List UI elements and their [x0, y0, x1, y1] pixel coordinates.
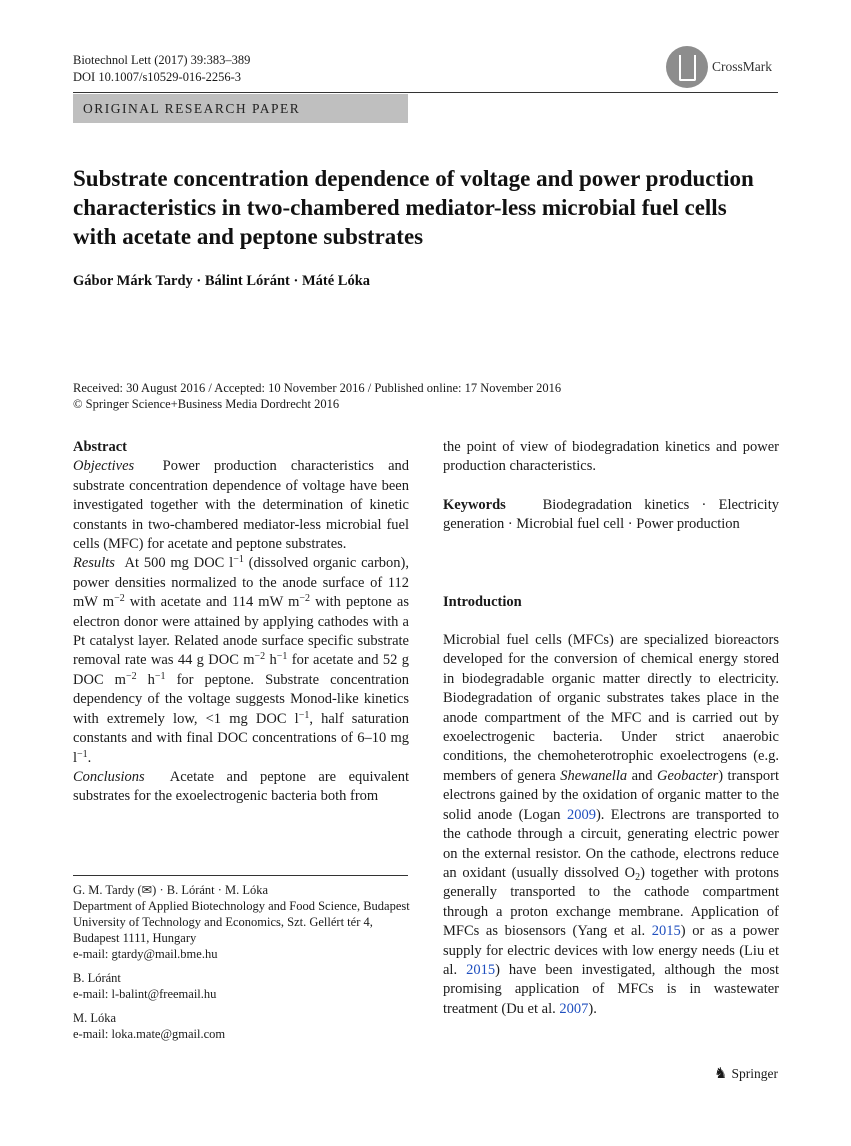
journal-line: Biotechnol Lett (2017) 39:383–389 — [73, 53, 251, 67]
superscript: −2 — [299, 593, 310, 605]
objectives-text: Power production characteristics and substrate concentration dependence of voltage have been investigated together with the determination of kinetic constants in two-chambered mediator-less microbial fuel cells (MFC) for acetate and peptone substrates. — [73, 458, 410, 553]
affiliations — [73, 882, 413, 1042]
conclusions-label: Conclusions — [73, 768, 145, 785]
abstract-continuation: the point of view of biodegradation kinetics and power production characteristics. — [443, 439, 779, 475]
superscript: −1 — [77, 748, 88, 760]
genus-shewanella: Shewanella — [560, 767, 628, 784]
results-text-2: (dissolved organic carbon), power densities normalized to the anode surface of 112 mW m — [73, 555, 409, 611]
affil-loka: M. Lóka — [73, 1011, 117, 1025]
affil-email-loka[interactable]: e-mail: loka.mate@gmail.com — [73, 1027, 226, 1041]
intro-text-6: ) have been investigated, although the most promising application of MFCs is in wastewater treatment (Du et al. — [443, 961, 779, 1017]
paper-title: Substrate concentration dependence of voltage and power production characteristics in two-chambered mediator-less microbial fuel cells with acetate and peptone substrates — [73, 166, 754, 249]
crossmark-badge[interactable] — [666, 46, 772, 88]
results-text-1: At 500 mg DOC l — [124, 555, 234, 572]
publication-history — [73, 380, 773, 412]
right-column — [443, 438, 779, 1019]
publisher-logo — [714, 1064, 778, 1083]
affil-authors: G. M. Tardy (✉) · B. Lóránt · M. Lóka — [73, 883, 269, 897]
abstract-results — [73, 554, 409, 767]
doi-line[interactable]: DOI 10.1007/s10529-016-2256-3 — [73, 70, 242, 84]
crossmark-label: CrossMark — [712, 59, 772, 74]
intro-text-2: ) transport electrons gained by the oxidation of organic matter to the solid anode (Logan — [443, 767, 780, 823]
intro-text-7: ). — [588, 1000, 597, 1017]
objectives-label: Objectives — [73, 458, 135, 475]
intro-and: and — [631, 767, 653, 784]
affil-email-tardy[interactable]: e-mail: gtardy@mail.bme.hu — [73, 947, 218, 961]
footnote-rule — [73, 875, 408, 876]
superscript: −1 — [276, 651, 288, 663]
abstract-conclusions — [73, 768, 409, 807]
publisher-name: Springer — [731, 1065, 778, 1081]
results-text-3: with acetate and 114 mW m — [129, 594, 300, 611]
superscript: −2 — [125, 670, 137, 682]
introduction-paragraph — [443, 631, 779, 1019]
keywords-label: Keywords — [443, 496, 506, 513]
superscript: −1 — [154, 670, 166, 682]
superscript: −2 — [254, 651, 266, 663]
crossmark-icon — [666, 46, 708, 88]
copyright-line: © Springer Science+Business Media Dordrecht 2016 — [73, 397, 340, 411]
subscript: 2 — [635, 871, 641, 883]
abstract-objectives — [73, 457, 409, 554]
keywords-text: Biodegradation kinetics · Electricity generation · Microbial fuel cell · Power production — [443, 496, 779, 533]
introduction-heading: Introduction — [443, 593, 522, 610]
abstract-heading: Abstract — [73, 439, 127, 455]
unit-h: h — [269, 652, 277, 669]
author-list: Gábor Márk Tardy · Bálint Lóránt · Máté Lóka — [73, 273, 371, 289]
intro-text-3: ). Electrons are transported to the cathode through a circuit, generating electric power on the external resistor. On the cathode, electrons reduce an oxidant (usually dissolved O — [443, 806, 779, 881]
history-dates: Received: 30 August 2016 / Accepted: 10 November 2016 / Published online: 17 November 2016 — [73, 381, 562, 395]
results-text-5: for acetate and 52 g DOC m — [73, 652, 410, 688]
results-text-7: , half saturation constants and with final DOC concentrations of 6–10 mg l — [73, 710, 409, 766]
abstract-column — [73, 438, 409, 807]
intro-text-4: ) together with protons generally transported to the cathode compartment through a proton exchange membrane. Application of MFCs as biosensors (Yang et al. — [443, 864, 779, 940]
results-label: Results — [73, 555, 115, 572]
affil-email-lorant[interactable]: e-mail: l-balint@freemail.hu — [73, 987, 217, 1001]
results-text-6: for peptone. Substrate concentration dependency of the voltage suggests Monod-like kinetics with extremely low, <1 mg DOC l — [73, 671, 409, 727]
affil-lorant: B. Lóránt — [73, 971, 121, 985]
period: . — [87, 749, 92, 766]
superscript: −1 — [233, 554, 244, 566]
intro-text-5: ) or as a power supply for electric devices with low energy needs (Liu et al. — [443, 923, 779, 978]
citation-link-liu[interactable]: 2015 — [466, 961, 496, 978]
section-banner: ORIGINAL RESEARCH PAPER — [73, 94, 408, 123]
superscript: −2 — [114, 593, 125, 605]
header-rule — [73, 92, 778, 93]
citation-link-logan[interactable]: 2009 — [566, 806, 596, 823]
citation-link-du[interactable]: 2007 — [559, 1000, 589, 1017]
springer-horse-icon: ♞ — [714, 1066, 728, 1082]
keywords-block — [443, 496, 779, 535]
conclusions-text: Acetate and peptone are equivalent substrates for the exoelectrogenic bacteria both from — [73, 768, 409, 805]
genus-geobacter: Geobacter — [657, 767, 719, 784]
citation-link-yang[interactable]: 2015 — [651, 923, 681, 940]
affil-department: Department of Applied Biotechnology and Food Science, Budapest University of Technology and Economics, Szt. Gellért tér 4, Budapest 1111, Hungary — [73, 899, 410, 945]
intro-text-1: Microbial fuel cells (MFCs) are specialized bioreactors developed for the conversion of chemical energy stored in biodegradable organic matter directly to electricity. Biodegradation of organic substrates takes place in the anode compartment of the MFC and is carried out by exoelectrogenic bacteria. Under strict anaerobic conditions, the chemoheterotrophic exoelectrogens (e.g. members of genera — [443, 632, 779, 784]
superscript: −1 — [298, 709, 310, 721]
results-text-4: with peptone as electron donor were attained by applying cathodes with a Pt catalyst layer. Related anode surface specific substrate removal rate was 44 g DOC m — [73, 594, 410, 669]
unit-h: h — [147, 671, 155, 688]
journal-citation — [73, 52, 250, 86]
